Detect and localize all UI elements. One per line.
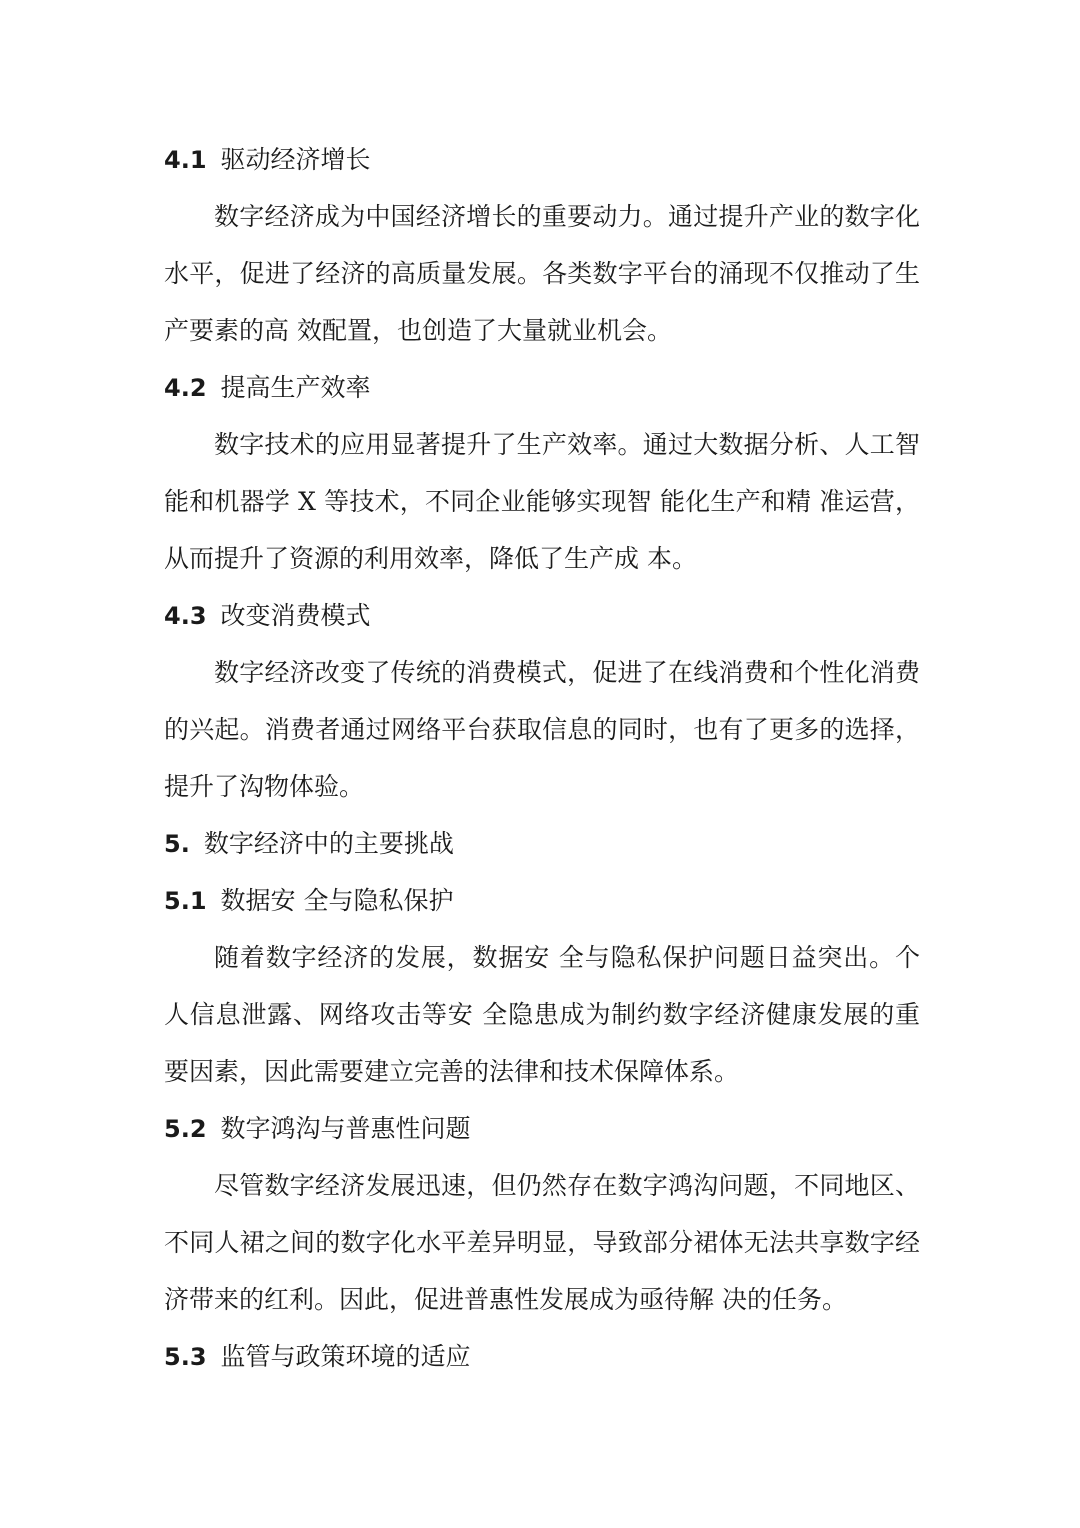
heading-title: 改变消费模式: [220, 601, 371, 630]
paragraph-economic-growth: 数字经济成为中国经济增长的重要动力。通过提升产业的数字化水平，促进了经济的高质量发展。各类数字平台的涌现不仅推动了生产要素的高 效配置，也创造了大量就业机会。: [164, 202, 920, 345]
section-heading-5-2: [164, 1100, 920, 1157]
heading-number: 4.1: [164, 146, 207, 174]
heading-number: 5.1: [164, 887, 207, 915]
paragraph-digital-divide: 尽管数字经济发展迅速，但仍然存在数字鸿沟问题，不同地区、不同人裙之间的数字化水平差异明显，导致部分裙体无法共享数字经济带来的红利。因此，促进普惠性发展成为亟待解 决的任务。: [164, 1171, 920, 1314]
heading-number: 4.2: [164, 374, 207, 402]
heading-title: 驱动经济增长: [220, 145, 371, 174]
heading-title: 数据安 全与隐私保护: [220, 886, 454, 915]
heading-number: 5.: [164, 830, 190, 858]
section-heading-4-2: [164, 359, 920, 416]
paragraph-consumption-patterns: 数字经济改变了传统的消费模式，促进了在线消费和个性化消费的兴起。消费者通过网络平台获取信息的同时，也有了更多的选择，提升了沟物体验。: [164, 658, 920, 801]
document-content: [164, 131, 920, 1385]
section-heading-5-1: [164, 872, 920, 929]
paragraph-data-security: 随着数字经济的发展，数据安 全与隐私保护问题日益突出。个人信息泄露、网络攻击等安 全隐患成为制约数字经济健康发展的重要因素，因此需要建立完善的法律和技术保障体系。: [164, 943, 920, 1086]
section-heading-5-3: [164, 1328, 920, 1385]
heading-title: 数字经济中的主要挑战: [203, 829, 454, 858]
section-heading-4-3: [164, 587, 920, 644]
paragraph-production-efficiency: 数字技术的应用显著提升了生产效率。通过大数据分析、人工智能和机器学 X 等技术，不同企业能够实现智 能化生产和精 准运营，从而提升了资源的利用效率，降低了生产成 本。: [164, 430, 920, 573]
heading-title: 提高生产效率: [220, 373, 371, 402]
section-heading-5: [164, 815, 920, 872]
heading-number: 5.2: [164, 1115, 207, 1143]
section-heading-4-1: [164, 131, 920, 188]
heading-number: 5.3: [164, 1343, 207, 1371]
heading-number: 4.3: [164, 602, 207, 630]
heading-title: 监管与政策环境的适应: [220, 1342, 471, 1371]
heading-title: 数字鸿沟与普惠性问题: [220, 1114, 471, 1143]
